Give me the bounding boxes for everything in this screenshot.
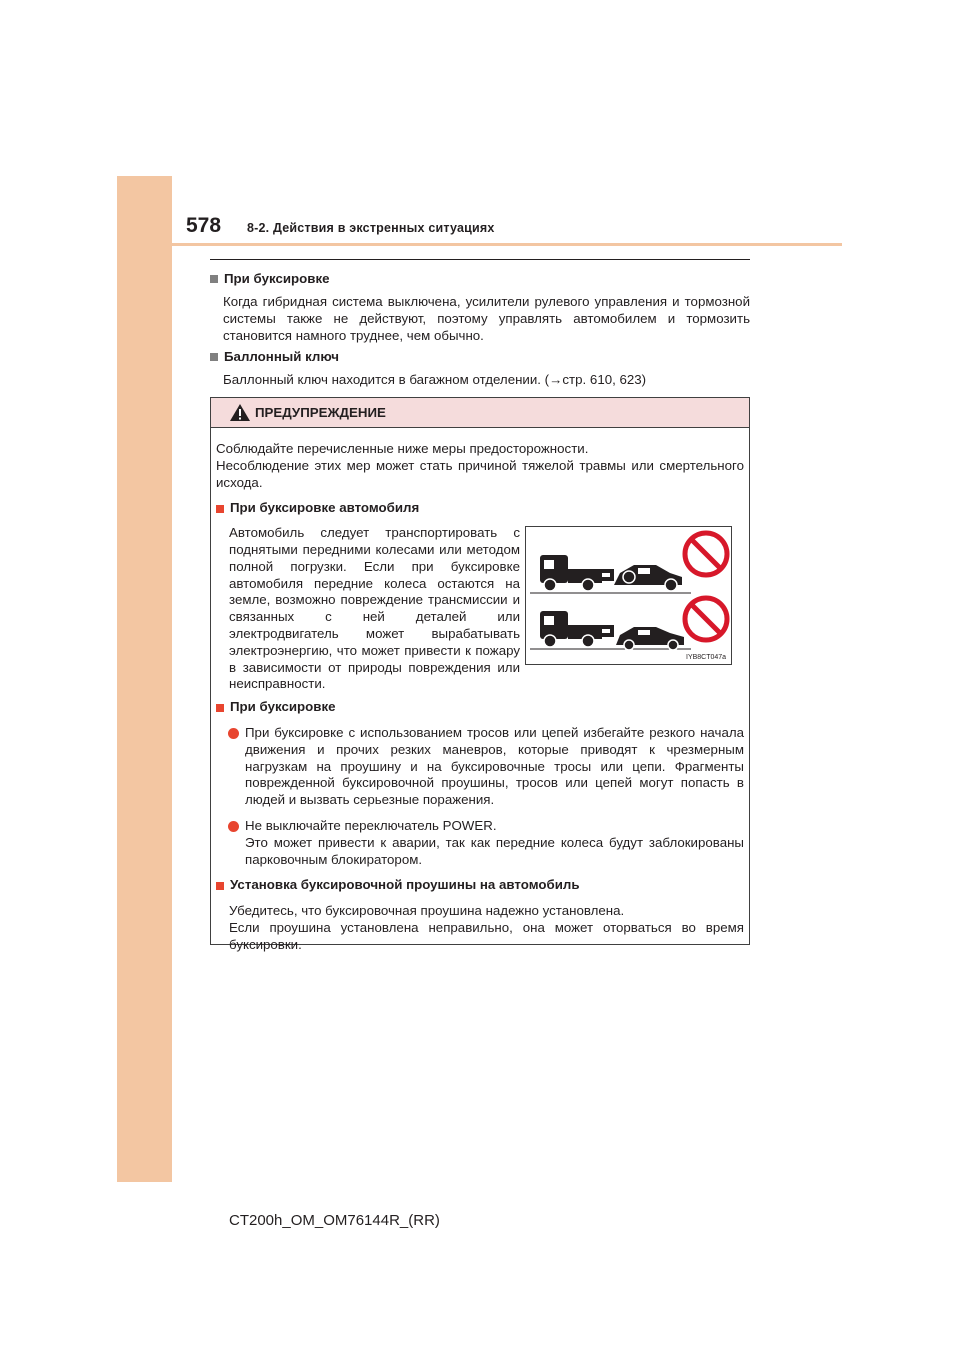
square-bullet-icon: [216, 505, 224, 513]
tow-eye-text: Убедитесь, что буксировочная проушина надежно установлена. Если проушина установлена неправильно, она может оторваться во время буксировки.: [229, 903, 744, 952]
vehicle-towing-text: Автомобиль следует транспортировать с поднятыми передними колесами или методом полной погрузки. Если при буксировке автомобиля передние колеса остаются на земле, возможно повреждение трансмиссии и связанных с ней деталей или электродвигатель может вырабатывать электроэнергию, что может привести к пожару в зависимости от природы повреждения или неисправности.: [229, 525, 520, 692]
list-item: При буксировке с использованием тросов или цепей избегайте резкого начала движения и прочих резких маневров, которые приводят к чрезмерным нагрузкам на проушину и на буксировочные тросы или цепи. Фрагменты поврежденной буксировочной проушины, тросов или цепей могут попасть в людей и вызвать серьезные поражения.: [228, 725, 744, 809]
intro-towing-heading: При буксировке: [210, 270, 750, 287]
round-bullet-icon: [228, 728, 239, 739]
towing-illustration: [525, 526, 732, 665]
round-bullet-icon: [228, 821, 239, 832]
warning-intro: Соблюдайте перечисленные ниже меры предосторожности. Несоблюдение этих мер может стать причиной тяжелой травмы или смертельного исхода.: [216, 441, 744, 490]
intro-wrench: [210, 348, 750, 388]
lifted-car-icon: [614, 565, 682, 591]
warning-body: [216, 441, 744, 954]
tow-truck-icon: [540, 555, 612, 591]
document-footer: CT200h_OM_OM76144R_(RR): [229, 1212, 440, 1229]
section-title: 8-2. Действия в экстренных ситуациях: [247, 221, 495, 235]
warning-box: [210, 397, 750, 952]
warning-triangle-icon: [229, 403, 251, 422]
intro-wrench-heading: Баллонный ключ: [210, 348, 750, 365]
list-item: Не выключайте переключатель POWER. Это может привести к аварии, так как передние колеса будут заблокированы парковочным блокиратором.: [228, 818, 744, 868]
content-divider: [210, 259, 750, 260]
prohibited-towing-image: [526, 527, 731, 664]
intro-wrench-text: Баллонный ключ находится в багажном отделении. (→стр. 610, 623): [223, 372, 647, 387]
warning-section-heading: При буксировке: [216, 699, 744, 716]
flat-towed-car-icon: [616, 627, 684, 650]
square-bullet-icon: [210, 353, 218, 361]
side-color-band: [117, 176, 172, 1182]
intro-towing-text: Когда гибридная система выключена, усилители рулевого управления и тормозной системы также не действуют, поэтому управлять автомобилем и тормозить становится намного труднее, чем обычно.: [223, 294, 750, 343]
warning-section-heading: При буксировке автомобиля: [216, 500, 744, 517]
warning-title: ПРЕДУПРЕЖДЕНИЕ: [255, 405, 386, 420]
header-rule: [172, 243, 842, 246]
prohibition-icon: [685, 533, 727, 575]
warning-section-heading: Установка буксировочной проушины на автомобиль: [216, 877, 744, 894]
prohibition-icon: [685, 598, 727, 640]
warning-header: [211, 398, 749, 428]
tow-truck-icon: [540, 611, 612, 647]
page-number: 578: [186, 214, 222, 237]
image-code: IYB8CT047a: [686, 654, 727, 661]
square-bullet-icon: [216, 882, 224, 890]
square-bullet-icon: [210, 275, 218, 283]
square-bullet-icon: [216, 704, 224, 712]
intro-towing: [210, 270, 750, 344]
